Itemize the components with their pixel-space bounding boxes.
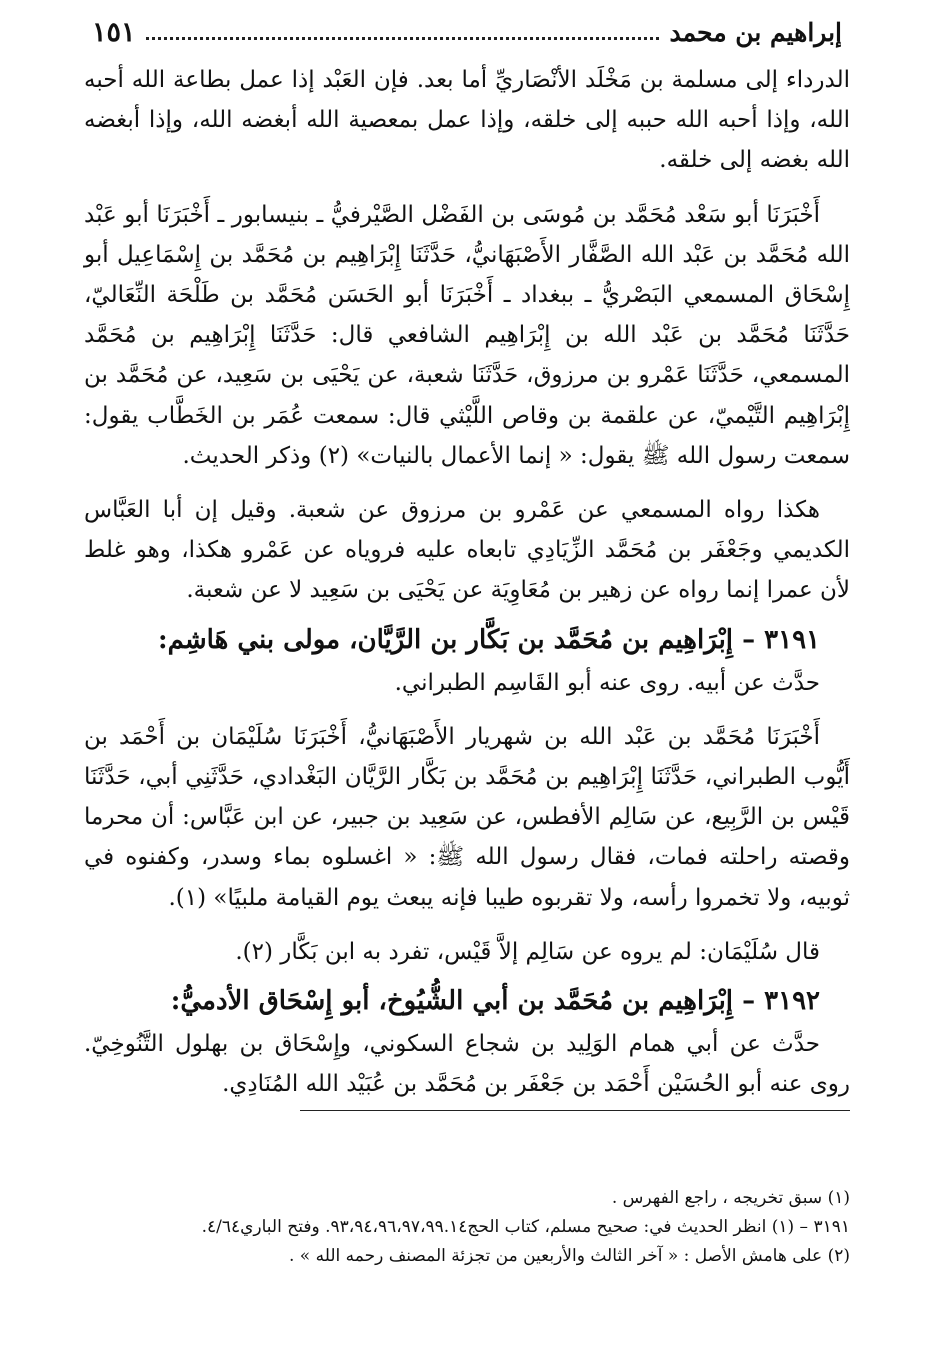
header-dot-leader bbox=[146, 37, 660, 40]
entry-heading-3192: ٣١٩٢ – إِبْرَاهِيم بن مُحَمَّد بن أبي الشُّيُوخ، أبو إِسْحَاق الأدميُّ: bbox=[170, 986, 820, 1017]
page-header bbox=[92, 12, 842, 52]
page-number: ١٥١ bbox=[92, 16, 136, 48]
footnote-2: (٢) على هامش الأصل : « آخر الثالث والأربعين من تجزئة المصنف رحمه الله » . bbox=[288, 1246, 850, 1266]
paragraph-commentary: هكذا رواه المسمعي عن عَمْرو بن مرزوق عن شعبة. وقيل إن أبا العَبَّاس الكديمي وجَعْفَر بن مُحَمَّد الزِّيَادِي تابعاه عليه فروياه عن عَمْرو هكذا، وهو غلط لأن عمرا إنما رواه عن زهير بن مُعَاوِيَة عن يَحْيَى بن سَعِيد لا عن شعبة. bbox=[84, 497, 850, 604]
entry-3191-intro: حدَّث عن أبيه. روى عنه أبو القَاسِم الطبراني. bbox=[394, 669, 820, 696]
footnote-3191-1: ٣١٩١ – (١) انظر الحديث في: صحيح مسلم، كتاب الحج٩٣،٩٤،٩٦،٩٧،٩٩.١٤. وفتح الباري٤/٦٤. bbox=[201, 1217, 850, 1237]
entry-3191-note: قال سُلَيْمَان: لم يروه عن سَالِم إلاَّ قَيْس، تفرد به ابن بَكَّار (٢). bbox=[235, 938, 820, 965]
paragraph-continuation: الدرداء إلى مسلمة بن مَخْلَد الأنْصَاريِّ أما بعد. فإن العَبْد إذا عمل بطاعة الله أحبه الله، وإذا أحبه الله حببه إلى خلقه، وإذا عمل بمعصية الله أبغضه الله، وإذا أبغضه الله بغضه إلى خلقه. bbox=[84, 67, 850, 174]
entry-3191-isnad: أَخْبَرَنَا مُحَمَّد بن عَبْد الله بن شهريار الأَصْبَهَانيُّ، أَخْبَرَنَا سُلَيْمَان بن أَحْمَد بن أَيُّوب الطبراني، حَدَّثَنَا إِبْرَاهِيم بن مُحَمَّد بن بَكَّار الرَّيَّان البَغْدادي، حَدَّثَنِي أبي، حَدَّثَنَا قَيْس بن الرَّبِيع، عن سَالِم الأفطس، عن سَعِيد بن جبير، عن ابن عَبَّاس: أن محرما وقصته راحلته فمات، فقال رسول الله ﷺ: « اغسلوه بماء وسدر، وكفنوه في ثوبيه، ولا تخمروا رأسه، ولا تقربوه طيبا فإنه يبعث يوم القيامة ملبيًا» (١). bbox=[84, 723, 850, 911]
entry-heading-3191: ٣١٩١ – إِبْرَاهِيم بن مُحَمَّد بن بَكَّار بن الرَّيَّان، مولى بني هَاشِم: bbox=[157, 624, 820, 655]
main-text bbox=[84, 60, 850, 1111]
running-title: إبراهيم بن محمد bbox=[669, 17, 842, 47]
footnote-1: (١) سبق تخريجه ، راجع الفهرس . bbox=[611, 1188, 850, 1208]
entry-3192-text: حدَّث عن أبي همام الوَلِيد بن شجاع السكوني، وإِسْحَاق بن بهلول التَّنُوخِيّ. روى عنه أبو الحُسَيْن أَحْمَد بن جَعْفَر بن مُحَمَّد بن عُبَيْد الله المُنَادِي. bbox=[84, 1031, 850, 1098]
footnotes bbox=[84, 1186, 850, 1273]
paragraph-isnad: أَخْبَرَنَا أبو سَعْد مُحَمَّد بن مُوسَى بن الفَضْل الصَّيْرفيُّ ـ بنيسابور ـ أَخْبَرَنَا أبو عَبْد الله مُحَمَّد بن عَبْد الله الصَّفَّار الأَصْبَهَانيُّ، حَدَّثَنَا إِبْرَاهِيم بن مُحَمَّد بن إِسْمَاعِيل أبو إِسْحَاق المسمعي البَصْريُّ ـ ببغداد ـ أَخْبَرَنَا أبو الحَسَن مُحَمَّد بن طَلْحَة النِّعَاليّ، حَدَّثَنَا مُحَمَّد بن عَبْد الله بن إِبْرَاهِيم الشافعي قال: حَدَّثَنَا إِبْرَاهِيم بن مُحَمَّد المسمعي، حَدَّثَنَا عَمْرو بن مرزوق، حَدَّثَنَا شعبة، عن يَحْيَى بن سَعِيد، عن مُحَمَّد بن إِبْرَاهِيم التَّيْميّ، عن علقمة بن وقاص اللَّيْثي قال: سمعت عُمَر بن الخَطَّاب يقول: سمعت رسول الله ﷺ يقول: « إنما الأعمال بالنيات» (٢) وذكر الحديث. bbox=[84, 201, 850, 469]
footnote-divider bbox=[300, 1110, 850, 1111]
